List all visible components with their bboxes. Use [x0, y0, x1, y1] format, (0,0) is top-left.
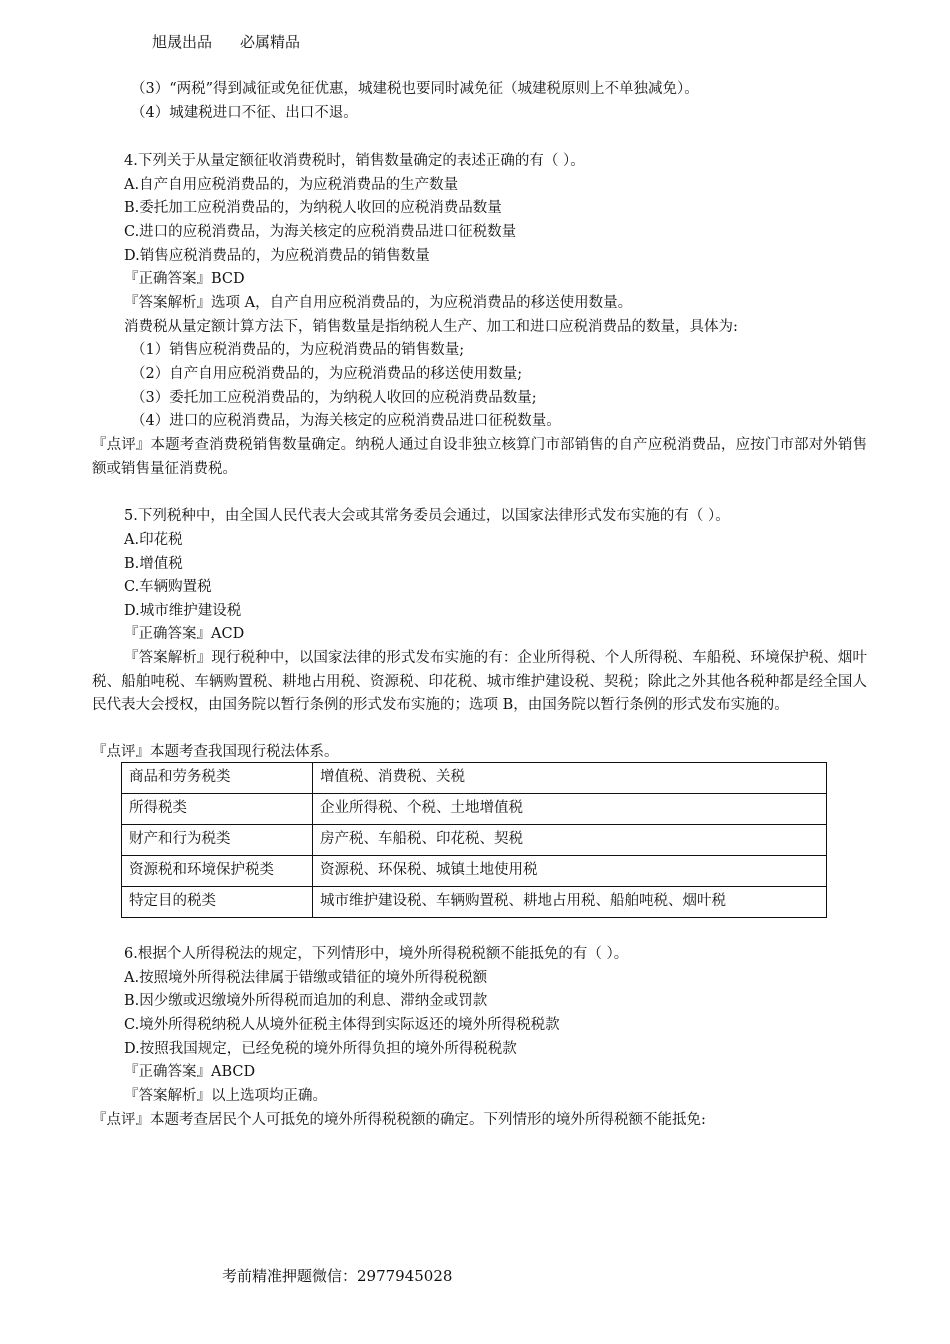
table-row — [122, 794, 827, 825]
q6-option-c: C.境外所得税纳税人从境外征税主体得到实际返还的境外所得税税款 — [124, 1017, 560, 1033]
table-row — [122, 825, 827, 856]
q5-option-b: B.增值税 — [124, 556, 183, 572]
table-cell-taxes: 房产税、车船税、印花税、契税 — [313, 825, 827, 856]
q5-comment: 『点评』本题考查我国现行税法体系。 — [92, 744, 339, 760]
q6-option-d: D.按照我国规定，已经免税的境外所得负担的境外所得税税款 — [124, 1041, 517, 1057]
table-cell-taxes: 资源税、环保税、城镇土地使用税 — [313, 856, 827, 887]
document-header — [152, 31, 300, 55]
table-cell-category: 所得税类 — [122, 794, 313, 825]
footer-contact: 考前精准押题微信：2977945028 — [222, 1267, 453, 1285]
table-cell-category: 特定目的税类 — [122, 887, 313, 918]
q4-option-b: B.委托加工应税消费品的，为纳税人收回的应税消费品数量 — [124, 200, 502, 216]
q5-analysis: 『答案解析』现行税种中，以国家法律的形式发布实施的有：企业所得税、个人所得税、车船税、环境保护税、烟叶税、船舶吨税、车辆购置税、耕地占用税、资源税、印花税、城市维护建设税、契税；除此之外其他各税种都是经全国人民代表大会授权，由国务院以暂行条例的形式发布实施的；选项 B，由国务院以暂行条例的形式发布实施的。 — [92, 650, 867, 714]
q4-option-a: A.自产自用应税消费品的，为应税消费品的生产数量 — [124, 177, 459, 193]
q4-point-3: （3）委托加工应税消费品的，为纳税人收回的应税消费品数量; — [131, 390, 537, 406]
intro-item-3: （3）“两税”得到减征或免征优惠，城建税也要同时减免征（城建税原则上不单独减免）。 — [131, 81, 699, 97]
q5-stem: 5.下列税种中，由全国人民代表大会或其常务委员会通过，以国家法律形式发布实施的有（ ）。 — [124, 508, 730, 524]
q4-answer: 『正确答案』BCD — [124, 271, 245, 287]
q4-analysis: 『答案解析』选项 A，自产自用应税消费品的，为应税消费品的移送使用数量。 — [124, 295, 633, 311]
q4-comment: 『点评』本题考查消费税销售数量确定。纳税人通过自设非独立核算门市部销售的自产应税消费品，应按门市部对外销售额或销售量征消费税。 — [92, 437, 867, 477]
q4-point-2: （2）自产自用应税消费品的，为应税消费品的移送使用数量; — [131, 366, 523, 382]
table-cell-taxes: 增值税、消费税、关税 — [313, 763, 827, 794]
q6-option-a: A.按照境外所得税法律属于错缴或错征的境外所得税税额 — [124, 970, 488, 986]
q6-option-b: B.因少缴或迟缴境外所得税而追加的利息、滞纳金或罚款 — [124, 993, 488, 1009]
q4-analysis-detail: 消费税从量定额计算方法下，销售数量是指纳税人生产、加工和进口应税消费品的数量，具体为: — [124, 319, 738, 335]
q4-point-4: （4）进口的应税消费品，为海关核定的应税消费品进口征税数量。 — [131, 413, 561, 429]
table-row — [122, 856, 827, 887]
table-cell-category: 资源税和环境保护税类 — [122, 856, 313, 887]
q5-answer: 『正确答案』ACD — [124, 626, 245, 642]
q4-option-d: D.销售应税消费品的，为应税消费品的销售数量 — [124, 248, 430, 264]
tax-system-table — [121, 762, 827, 918]
q4-point-1: （1）销售应税消费品的，为应税消费品的销售数量; — [131, 342, 465, 358]
table-row — [122, 887, 827, 918]
table-cell-taxes: 城市维护建设税、车辆购置税、耕地占用税、船舶吨税、烟叶税 — [313, 887, 827, 918]
header-brand: 旭晟出品 — [152, 33, 213, 51]
table-cell-category: 商品和劳务税类 — [122, 763, 313, 794]
q6-analysis: 『答案解析』以上选项均正确。 — [124, 1088, 327, 1104]
q4-option-c: C.进口的应税消费品，为海关核定的应税消费品进口征税数量 — [124, 224, 517, 240]
q5-option-a: A.印花税 — [124, 532, 183, 548]
q6-stem: 6.根据个人所得税法的规定，下列情形中，境外所得税税额不能抵免的有（ ）。 — [124, 946, 629, 962]
q5-option-c: C.车辆购置税 — [124, 579, 212, 595]
q6-answer: 『正确答案』ABCD — [124, 1064, 256, 1080]
table-cell-taxes: 企业所得税、个税、土地增值税 — [313, 794, 827, 825]
table-cell-category: 财产和行为税类 — [122, 825, 313, 856]
header-slogan: 必属精品 — [240, 33, 301, 51]
table-row — [122, 763, 827, 794]
q6-comment: 『点评』本题考查居民个人可抵免的境外所得税税额的确定。下列情形的境外所得税额不能抵免: — [92, 1112, 706, 1128]
q4-stem: 4.下列关于从量定额征收消费税时，销售数量确定的表述正确的有（ ）。 — [124, 153, 585, 169]
intro-item-4: （4）城建税进口不征、出口不退。 — [131, 105, 358, 121]
q5-option-d: D.城市维护建设税 — [124, 603, 242, 619]
